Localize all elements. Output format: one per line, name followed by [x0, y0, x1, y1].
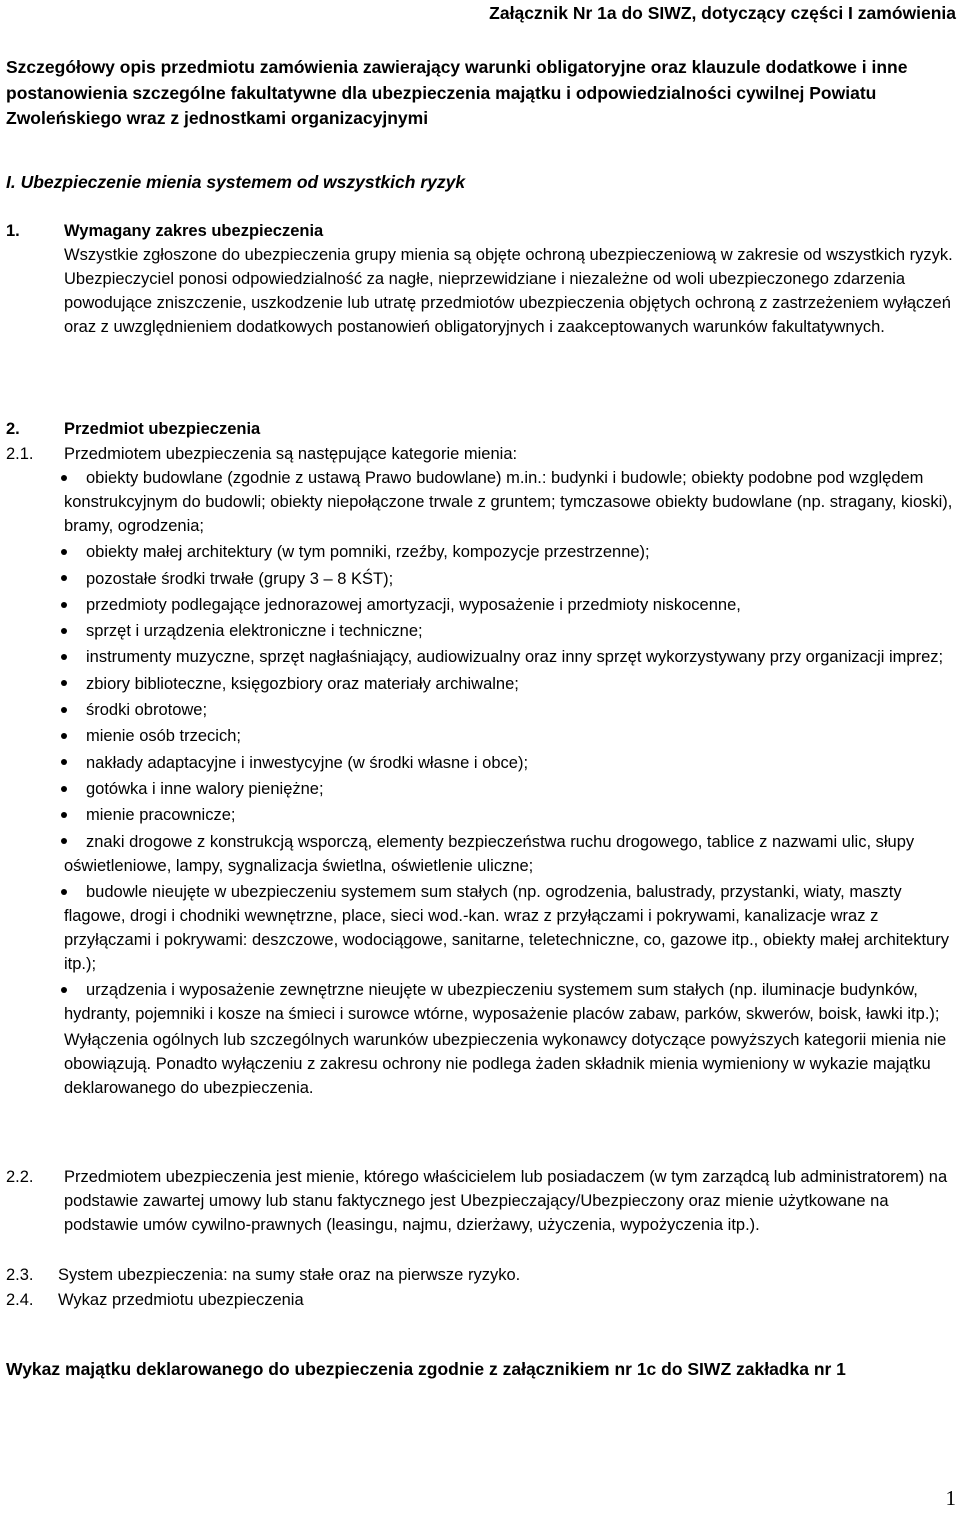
list-item	[64, 698, 956, 722]
section-2-2-number: 2.2.	[6, 1168, 34, 1186]
list-item	[64, 830, 956, 878]
list-item	[64, 880, 956, 976]
section-2-3-text: System ubezpieczenia: na sumy stałe oraz na pierwsze ryzyko.	[58, 1266, 521, 1284]
list-item	[64, 540, 956, 564]
bullet-icon	[58, 880, 70, 904]
bullet-icon	[58, 466, 70, 490]
list-item	[64, 978, 956, 1026]
asset-list-reference: Wykaz majątku deklarowanego do ubezpieczenia zgodnie z załącznikiem nr 1c do SIWZ zakładka nr 1	[6, 1359, 846, 1379]
list-item-text: urządzenia i wyposażenie zewnętrzne nieujęte w ubezpieczeniu systemem sum stałych (np. iluminacje budynków, hydranty, pojemniki i kosze na śmieci i surowce wtórne, wyposażenie placów zabaw, parków, skwerów, boisk, ławki itp.);	[64, 981, 940, 1024]
section-2-1-text: Przedmiotem ubezpieczenia są następujące kategorie mienia:	[64, 445, 518, 463]
section-1-number: 1.	[6, 222, 20, 240]
section-i-heading: I. Ubezpieczenie mienia systemem od wszystkich ryzyk	[6, 172, 466, 192]
exclusions-text: Wyłączenia ogólnych lub szczególnych warunków ubezpieczenia wykonawcy dotyczące powyższych kategorii mienia nie obowiązują. Ponadto wyłączeniu z zakresu ochrony nie podlega żaden składnik mienia wymieniony w wykazie majątku deklarowanego do ubezpieczenia.	[64, 1031, 947, 1098]
section-1-body	[64, 219, 956, 339]
page-number: 1	[945, 1486, 956, 1510]
list-item	[64, 751, 956, 775]
bullet-icon	[58, 830, 70, 854]
bullet-icon	[58, 593, 70, 617]
list-item	[64, 593, 956, 617]
list-item	[64, 619, 956, 643]
list-item-text: sprzęt i urządzenia elektroniczne i techniczne;	[86, 622, 423, 641]
bullet-icon	[58, 978, 70, 1002]
section-2-4-number: 2.4.	[6, 1291, 34, 1309]
list-item-text: pozostałe środki trwałe (grupy 3 – 8 KŚT);	[86, 569, 394, 588]
bullet-icon	[58, 619, 70, 643]
attachment-header: Załącznik Nr 1a do SIWZ, dotyczący części I zamówienia	[489, 3, 956, 23]
list-item-text: budowle nieujęte w ubezpieczeniu systemem sum stałych (np. ogrodzenia, balustrady, przystanki, wiaty, maszty flagowe, drogi i chodniki wewnętrzne, place, sieci wod.-kan. wraz z przyłączami i pokrywami, kanalizacje wraz z przyłączami i pokrywami: deszczowe, wodociągowe, sanitarne, teletechniczne, co, gazowe itp., obiekty małej architektury itp.);	[64, 882, 949, 973]
bullet-icon	[58, 645, 70, 669]
list-item	[64, 724, 956, 748]
list-item-text: mienie pracownicze;	[86, 806, 236, 825]
section-2-heading: Przedmiot ubezpieczenia	[64, 420, 261, 438]
list-item-text: przedmioty podlegające jednorazowej amortyzacji, wyposażenie i przedmioty niskocenne,	[86, 595, 741, 614]
list-item	[64, 803, 956, 827]
section-1-heading: Wymagany zakres ubezpieczenia	[64, 222, 324, 240]
list-item-text: mienie osób trzecich;	[86, 727, 241, 746]
list-item	[64, 672, 956, 696]
list-item-text: obiekty małej architektury (w tym pomniki, rzeźby, kompozycje przestrzenne);	[86, 543, 650, 562]
bullet-icon	[58, 724, 70, 748]
bullet-icon	[58, 777, 70, 801]
section-2-number: 2.	[6, 420, 20, 438]
list-item	[64, 645, 956, 669]
section-2-2-text: Przedmiotem ubezpieczenia jest mienie, którego właścicielem lub posiadaczem (w tym zarządcą lub administratorem) na podstawie zawartej umowy lub stanu faktycznego jest Ubezpieczający/Ubezpieczony oraz mienie użytkowane na podstawie umów cywilno-prawnych (leasingu, najmu, dzierżawy, użyczenia, wypożyczenia itp.).	[64, 1168, 948, 1234]
section-2-4-text: Wykaz przedmiotu ubezpieczenia	[58, 1291, 304, 1309]
bullet-icon	[58, 672, 70, 696]
bullet-icon	[58, 567, 70, 591]
section-2-3-number: 2.3.	[6, 1266, 34, 1284]
list-item-text: zbiory biblioteczne, księgozbiory oraz materiały archiwalne;	[86, 674, 519, 693]
list-item	[64, 567, 956, 591]
section-2-1-number: 2.1.	[6, 445, 34, 463]
list-item-text: znaki drogowe z konstrukcją wsporczą, elementy bezpieczeństwa ruchu drogowego, tablice z nazwami ulic, słupy oświetleniowe, lampy, sygnalizacja świetlna, oświetlenie uliczne;	[64, 832, 915, 875]
list-item-text: gotówka i inne walory pieniężne;	[86, 779, 324, 798]
bullet-icon	[58, 751, 70, 775]
bullet-icon	[58, 803, 70, 827]
category-list	[64, 466, 956, 1026]
document-title: Szczegółowy opis przedmiotu zamówienia zawierający warunki obligatoryjne oraz klauzule dodatkowe i inne postanowienia szczególne fakultatywne dla ubezpieczenia majątku i odpowiedzialności cywilnej Powiatu Zwoleńskiego wraz z jednostkami organizacyjnymi	[6, 57, 908, 128]
section-1-text: Wszystkie zgłoszone do ubezpieczenia grupy mienia są objęte ochroną ubezpieczeniową w zakresie od wszystkich ryzyk. Ubezpieczyciel ponosi odpowiedzialność za nagłe, nieprzewidziane i niezależne od woli ubezpieczonego zdarzenia powodujące zniszczenie, uszkodzenie lub utratę przedmiotów ubezpieczenia objętych ochroną z zastrzeżeniem wyłączeń oraz z uwzględnieniem dodatkowych postanowień obligatoryjnych i zaakceptowanych warunków fakultatywnych.	[64, 246, 953, 336]
bullet-icon	[58, 698, 70, 722]
list-item-text: środki obrotowe;	[86, 701, 208, 720]
list-item	[64, 466, 956, 538]
bullet-icon	[58, 540, 70, 564]
list-item-text: instrumenty muzyczne, sprzęt nagłaśniający, audiowizualny oraz inny sprzęt wykorzystywany przy organizacji imprez;	[86, 648, 944, 667]
list-item-text: obiekty budowlane (zgodnie z ustawą Prawo budowlane) m.in.: budynki i budowle; obiekty podobne pod względem konstrukcyjnym do budowli; obiekty niepołączone trwale z gruntem; tymczasowe obiekty budowlane (np. stragany, kioski), bramy, ogrodzenia;	[64, 469, 953, 535]
list-item	[64, 777, 956, 801]
list-item-text: nakłady adaptacyjne i inwestycyjne (w środki własne i obce);	[86, 753, 529, 772]
